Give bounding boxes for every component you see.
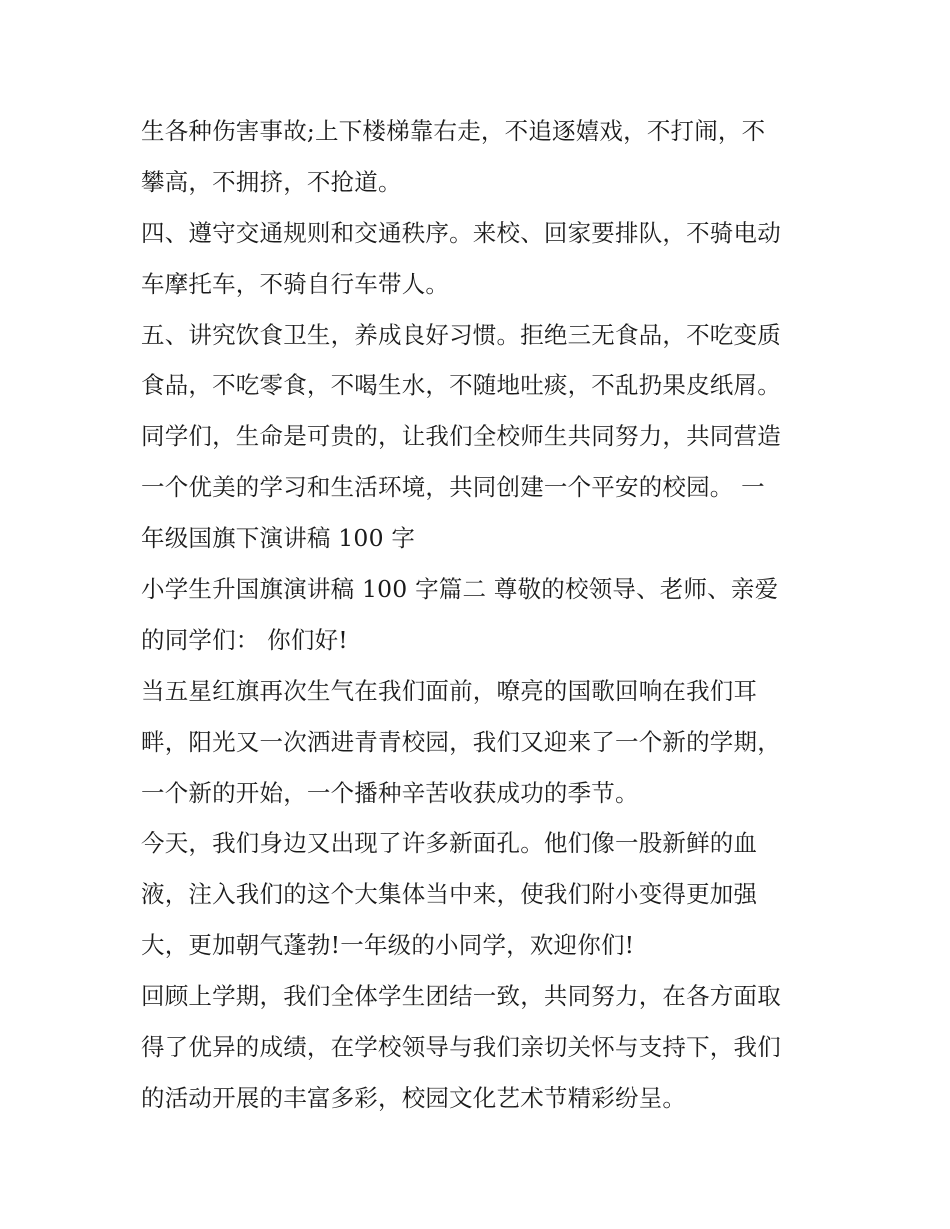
text-line: 四、遵守交通规则和交通秩序。来校、回家要排队，不骑电动: [141, 218, 781, 247]
text-line: 的同学们： 你们好!: [141, 625, 348, 654]
text-line: 回顾上学期，我们全体学生团结一致，共同努力，在各方面取: [141, 982, 781, 1011]
text-line: 五、讲究饮食卫生，养成良好习惯。拒绝三无食品，不吃变质: [141, 320, 781, 349]
text-line: 畔，阳光又一次洒进青青校园，我们又迎来了一个新的学期，: [141, 727, 781, 756]
text-line: 当五星红旗再次生气在我们面前，嘹亮的国歌回响在我们耳: [141, 676, 758, 705]
text-line: 今天，我们身边又出现了许多新面孔。他们像一股新鲜的血: [141, 829, 758, 858]
text-line: 食品，不吃零食，不喝生水，不随地吐痰，不乱扔果皮纸屑。: [141, 371, 781, 400]
text-line: 年级国旗下演讲稿 100 字: [141, 524, 416, 553]
text-line: 的活动开展的丰富多彩，校园文化艺术节精彩纷呈。: [141, 1083, 687, 1112]
text-line: 一个新的开始，一个播种辛苦收获成功的季节。: [141, 778, 639, 807]
text-line: 一个优美的学习和生活环境，共同创建一个平安的校园。 一: [141, 473, 765, 502]
text-line: 液，注入我们的这个大集体当中来，使我们附小变得更加强: [141, 880, 758, 909]
text-line: 生各种伤害事故;上下楼梯靠右走，不追逐嬉戏，不打闹，不: [141, 117, 766, 145]
text-line: 得了优异的成绩，在学校领导与我们亲切关怀与支持下，我们: [141, 1033, 781, 1062]
text-line: 同学们，生命是可贵的，让我们全校师生共同努力，共同营造: [141, 422, 781, 451]
text-line: 大，更加朝气蓬勃!一年级的小同学，欢迎你们!: [141, 931, 635, 960]
document-body: [141, 106, 821, 1124]
text-line: 车摩托车，不骑自行车带人。: [141, 269, 450, 298]
text-line: 小学生升国旗演讲稿 100 字篇二 尊敬的校领导、老师、亲爱: [141, 575, 779, 604]
text-line: 攀高，不拥挤，不抢道。: [141, 167, 402, 196]
